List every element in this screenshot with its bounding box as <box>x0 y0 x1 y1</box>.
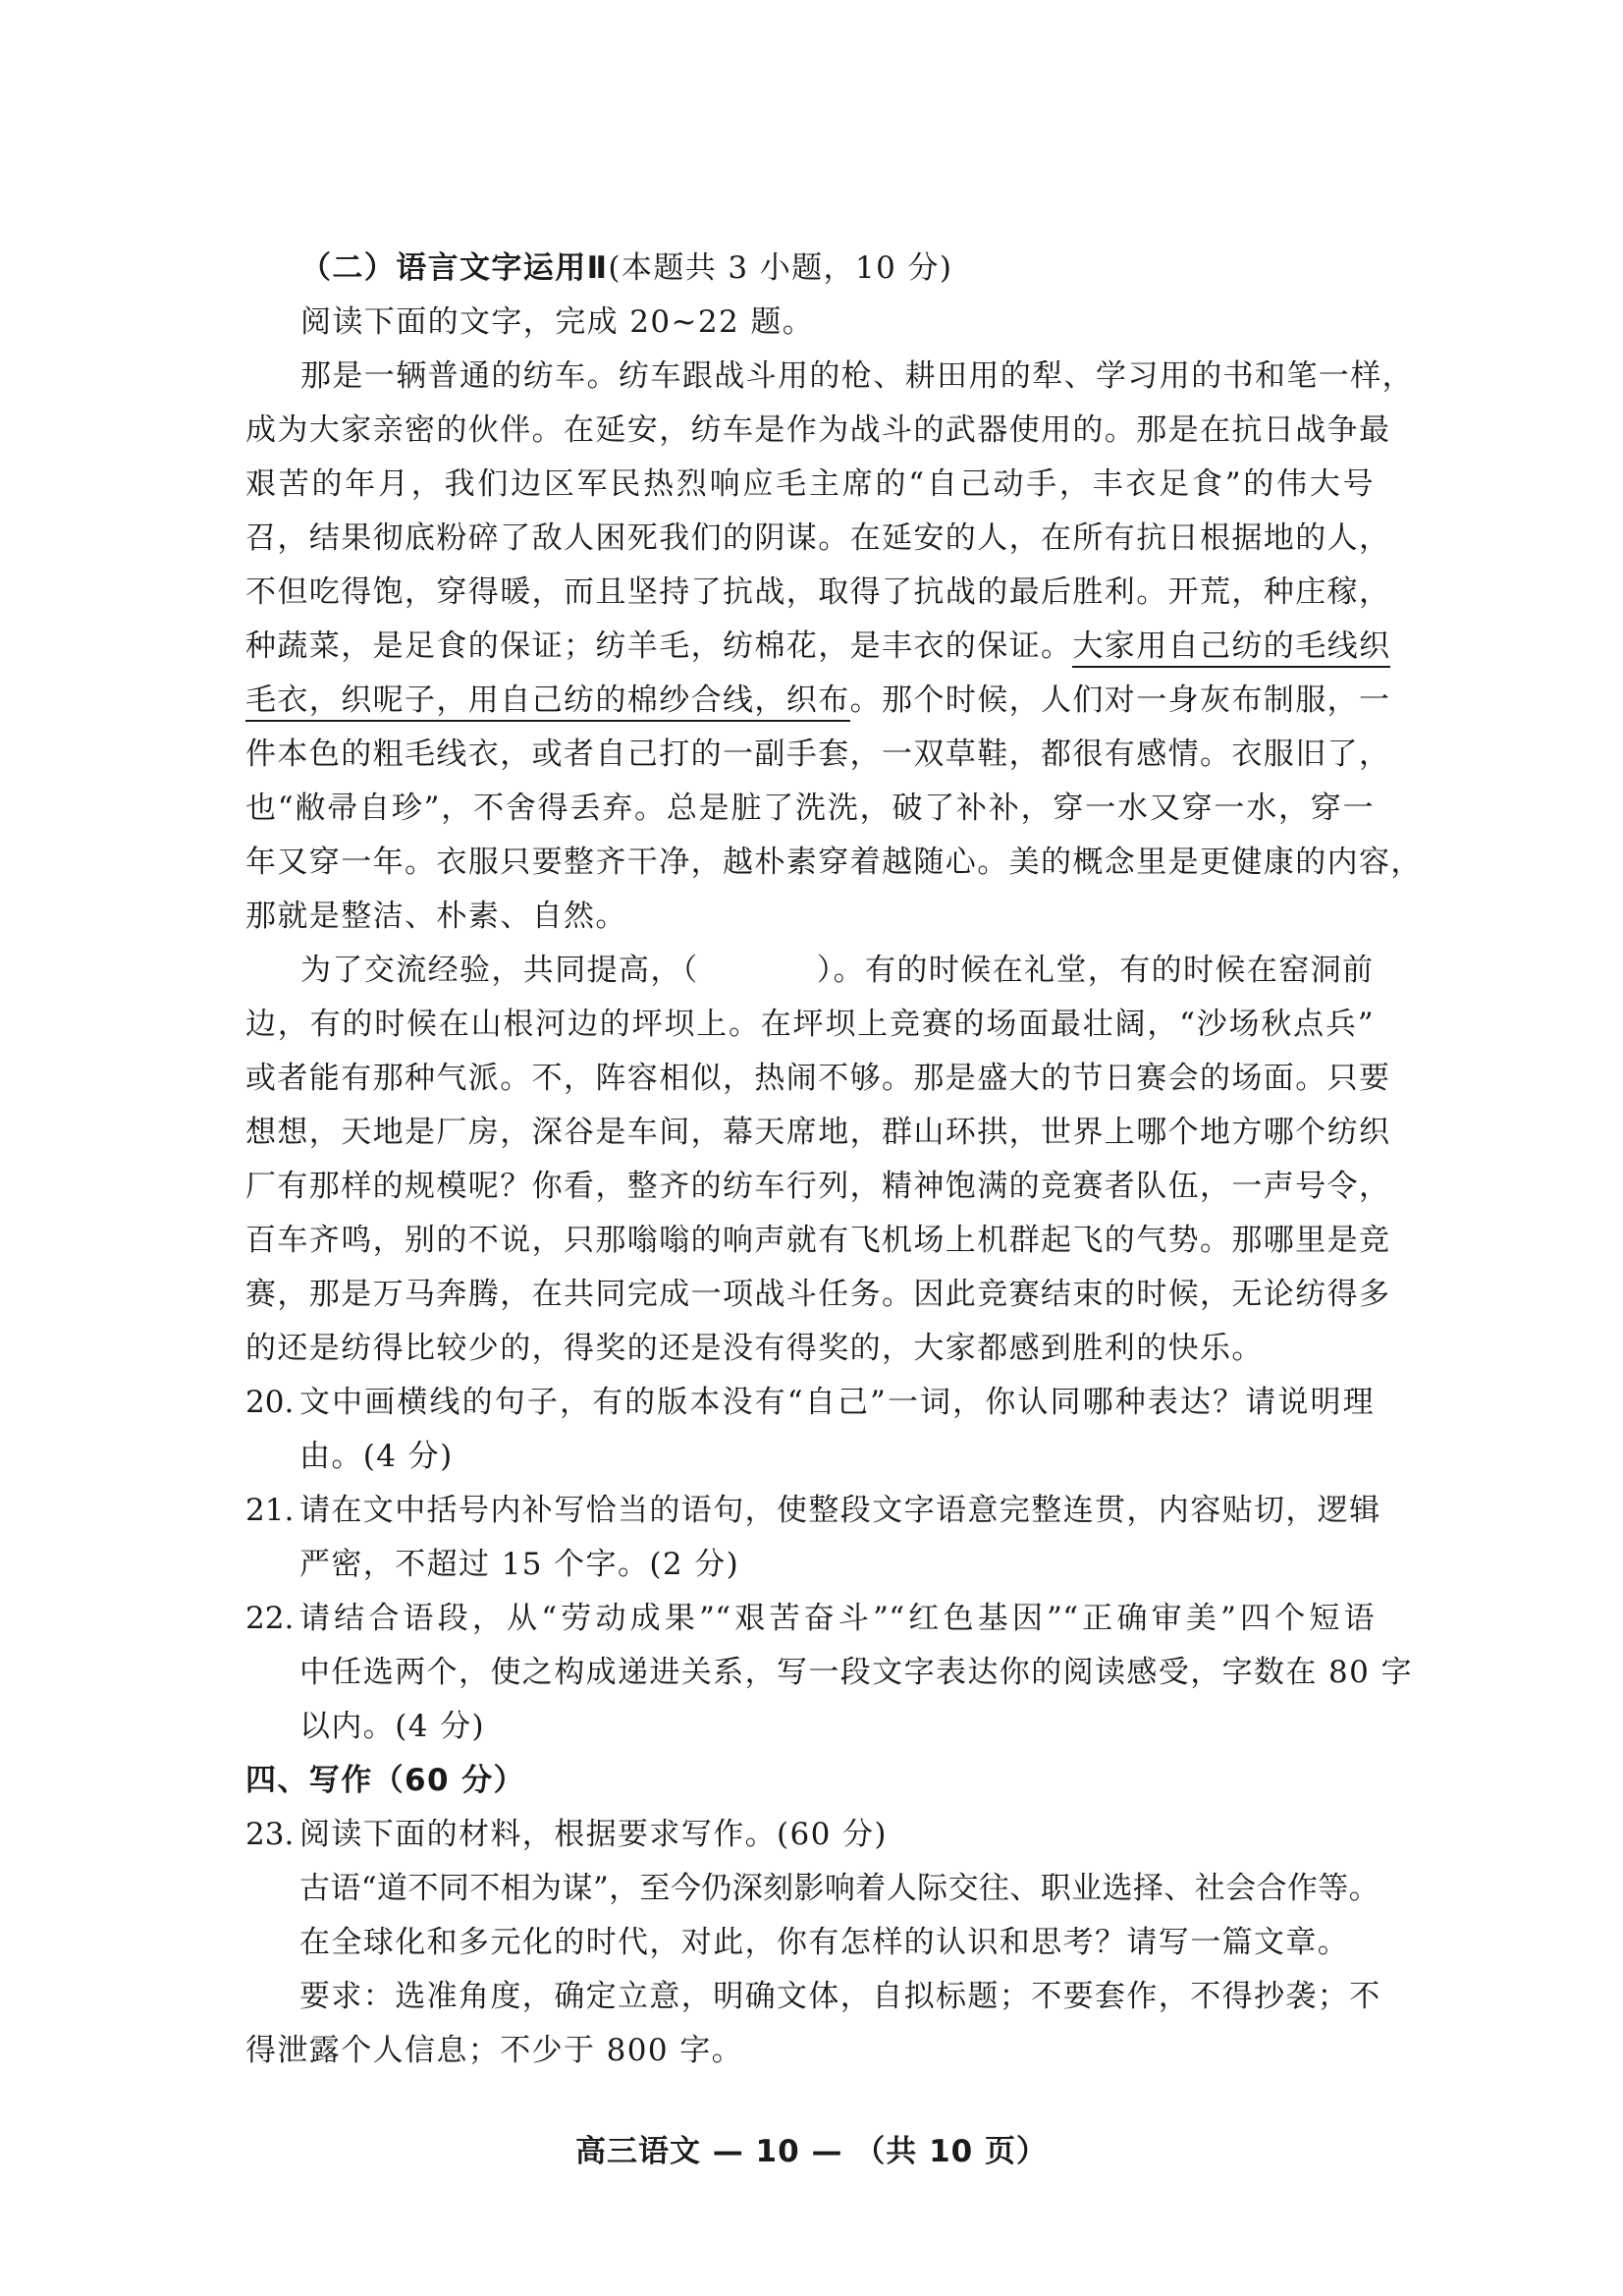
passage-line: 成为大家亲密的伙伴。在延安，纺车是作为战斗的武器使用的。那是在抗日战争最 <box>245 412 1391 448</box>
passage-text: ）。有的时候在礼堂，有的时候在窑洞前 <box>816 953 1375 988</box>
section-two-score-note: (本题共 3 小题，10 分) <box>608 250 953 286</box>
question-23-material: 在全球化和多元化的时代，对此，你有怎样的认识和思考？请写一篇文章。 <box>299 1925 1350 1960</box>
question-23-requirements: 得泄露个人信息；不少于 800 字。 <box>245 2033 744 2068</box>
passage-line: 年又穿一年。衣服只要整齐干净，越朴素穿着越随心。美的概念里是更健康的内容， <box>245 845 1423 880</box>
question-21-text: 请在文中括号内补写恰当的语句，使整段文字语意完整连贯，内容贴切，逻辑 <box>299 1493 1381 1528</box>
question-number-20: 20. <box>245 1385 295 1420</box>
question-22-text: 请结合语段，从“劳动成果”“艰苦奋斗”“红色基因”“正确审美”四个短语 <box>299 1601 1375 1636</box>
section-two-instruction: 阅读下面的文字，完成 20~22 题。 <box>300 304 815 340</box>
passage-line: 厂有那样的规模呢？你看，整齐的纺车行列，精神饱满的竞赛者队伍，一声号令， <box>245 1169 1391 1204</box>
question-23-prompt: 阅读下面的材料，根据要求写作。(60 分) <box>299 1817 888 1852</box>
passage-line: 那就是整洁、朴素、自然。 <box>245 899 627 934</box>
question-21-text: 严密，不超过 15 个字。(2 分) <box>299 1547 740 1582</box>
passage-text: 种蔬菜，是足食的保证；纺羊毛，纺棉花，是丰衣的保证。 <box>245 629 1073 664</box>
passage-line: 艰苦的年月，我们边区军民热烈响应毛主席的“自己动手，丰衣足食”的伟大号 <box>245 466 1375 502</box>
section-two-title: （二）语言文字运用Ⅱ <box>300 250 609 286</box>
passage-line-with-blank <box>300 944 1375 997</box>
section-four-heading: 四、写作（60 分） <box>245 1763 525 1798</box>
passage-line: 的还是纺得比较少的，得奖的还是没有得奖的，大家都感到胜利的快乐。 <box>245 1331 1264 1366</box>
underlined-sentence: 大家用自己纺的毛线织 <box>1072 629 1390 668</box>
passage-line: 边，有的时候在山根河边的坪坝上。在坪坝上竞赛的场面最壮阔，“沙场秋点兵” <box>245 1007 1375 1042</box>
passage-line: 百车齐鸣，别的不说，只那嗡嗡的响声就有飞机场上机群起飞的气势。那哪里是竞 <box>245 1223 1391 1258</box>
passage-line: 赛，那是万马奔腾，在共同完成一项战斗任务。因此竞赛结束的时候，无论纺得多 <box>245 1277 1391 1312</box>
question-23-requirements: 要求：选准角度，确定立意，明确文体，自拟标题；不要套作，不得抄袭；不 <box>299 1979 1381 2014</box>
section-two-heading <box>300 242 1375 295</box>
page-footer: 高三语文 — 10 — （共 10 页） <box>574 2134 1049 2169</box>
passage-line: 或者能有那种气派。不，阵容相似，热闹不够。那是盛大的节日赛会的场面。只要 <box>245 1061 1391 1096</box>
question-number-21: 21. <box>245 1493 295 1528</box>
passage-line <box>245 674 1391 727</box>
passage-line: 件本色的粗毛线衣，或者自己打的一副手套，一双草鞋，都很有感情。衣服旧了， <box>245 737 1391 772</box>
question-22-text: 以内。(4 分) <box>299 1709 485 1744</box>
passage-line: 召，结果彻底粉碎了敌人困死我们的阴谋。在延安的人，在所有抗日根据地的人， <box>245 520 1391 556</box>
question-20-text: 由。(4 分) <box>299 1439 454 1474</box>
passage-line: 想想，天地是厂房，深谷是车间，幕天席地，群山环拱，世界上哪个地方哪个纺织 <box>245 1115 1391 1150</box>
question-22-text: 中任选两个，使之构成递进关系，写一段文字表达你的阅读感受，字数在 80 字 <box>299 1655 1413 1690</box>
passage-line: 不但吃得饱，穿得暖，而且坚持了抗战，取得了抗战的最后胜利。开荒，种庄稼， <box>245 574 1391 610</box>
passage-text: 为了交流经验，共同提高，（ <box>300 953 699 988</box>
passage-text: 。那个时候，人们对一身灰布制服，一 <box>849 683 1391 718</box>
question-number-22: 22. <box>245 1601 295 1636</box>
passage-line <box>245 620 1391 673</box>
passage-line: 也“敝帚自珍”，不舍得丢弃。总是脏了洗洗，破了补补，穿一水又穿一水，穿一 <box>245 791 1375 826</box>
underlined-sentence: 毛衣，织呢子，用自己纺的棉纱合线，织布 <box>245 683 850 722</box>
passage-line: 那是一辆普通的纺车。纺车跟战斗用的枪、耕田用的犁、学习用的书和笔一样， <box>300 358 1414 394</box>
question-23-material: 古语“道不同不相为谋”，至今仍深刻影响着人际交往、职业选择、社会合作等。 <box>299 1871 1380 1906</box>
question-number-23: 23. <box>245 1817 295 1852</box>
question-20-text: 文中画横线的句子，有的版本没有“自己”一词，你认同哪种表达？请说明理 <box>299 1385 1375 1420</box>
